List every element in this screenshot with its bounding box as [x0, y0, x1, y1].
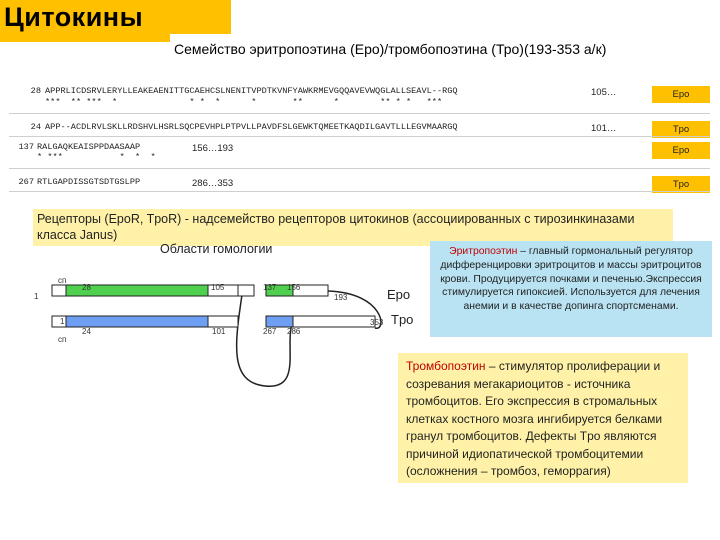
conservation-marks: * *** * * *	[37, 152, 156, 162]
sequence-start-number: 137	[18, 142, 34, 152]
label-tpo: Tpo	[391, 312, 414, 327]
row-divider	[9, 168, 710, 169]
tpo-homology-domain-2	[266, 316, 293, 327]
label-sp-bottom: сп	[58, 335, 67, 344]
label-epo: Epo	[387, 287, 411, 302]
tpo-homology-domain-1	[66, 316, 208, 327]
receptor-note-text: Рецепторы (EpoR, TpoR) - надсемейство рецепторов цитокинов (ассоциированных с тирозинкиназами класса Janus)	[37, 212, 635, 242]
sequence-start-number: 267	[18, 177, 34, 187]
tpo-tail	[293, 316, 375, 327]
page-subtitle: Семейство эритропоэтина (Ерo)/тромбопоэтина (Тро)(193-353 а/к)	[174, 41, 607, 57]
epo-info-box	[430, 241, 712, 337]
tpo-description: – стимулятор пролиферации и созревания мегакариоцитов - источника тромбоцитов. Его экспрессия в стромальных клетках костного мозга ингибируется белками гранул тромбоцитов. Дефекты Tpo являются причиной идиопатической тромбоцитемии (осложнения – тромбоз, геморрагия)	[406, 359, 663, 478]
sequence-tag: Tpo	[652, 121, 710, 138]
label-28: 28	[82, 283, 91, 292]
sequence-range: 286…353	[192, 178, 234, 189]
sequence-line: APPRLICDSRVLERYLLEAKEAENITTGCAEHCSLNENITVPDTKVNFYAWKRMEVGQQAVEVWQGLALLSEAVL--RGQ	[45, 86, 458, 96]
label-one-top: 1	[34, 292, 39, 301]
homology-title: Области гомологии	[160, 242, 273, 256]
label-156: 156	[287, 283, 301, 292]
sequence-start-number: 28	[30, 86, 41, 96]
epo-description: – главный гормональный регулятор дифференцировки эритроцитов и массы эритроцитов крови. Продуцируется почками и печенью.Экспрессия стимулируется гипоксией. Используется для лечения анемии и в качестве допинга спортсменами.	[440, 246, 702, 313]
sequence-line: RALGAQKEAISPPDAASAAP	[37, 142, 141, 152]
epo-term: Эритропоэтин	[449, 246, 518, 257]
conservation-marks: *** ** *** * * * * * ** * ** * * ***	[45, 97, 443, 107]
sequence-tag: Tpo	[652, 176, 710, 193]
label-sp-top: сп	[58, 276, 67, 285]
label-137: 137	[263, 283, 277, 292]
sequence-start-number: 24	[30, 122, 41, 132]
row-divider	[9, 136, 710, 137]
homology-diagram	[30, 262, 430, 408]
label-267: 267	[263, 327, 277, 336]
sequence-line: RTLGAPDISSGTSDTGSLPP	[37, 177, 141, 187]
label-105: 105	[211, 283, 225, 292]
row-divider	[9, 113, 710, 114]
sequence-line: APP--ACDLRVLSKLLRDSHVLHSRLSQCPEVHPLPTPVLLPAVDFSLGEWKTQMEETKAQDILGAVTLLLEGVMAARGQ	[45, 122, 458, 132]
subtitle-banner	[170, 34, 715, 68]
sequence-range: 105…	[591, 87, 617, 98]
tpo-info-box	[398, 353, 688, 483]
label-one-bottom: 1	[60, 317, 65, 326]
tpo-info-text	[406, 358, 682, 481]
label-353: 353	[370, 318, 384, 327]
tpo-term: Тромбопоэтин	[406, 359, 486, 373]
epo-loop-start	[238, 285, 254, 296]
label-24: 24	[82, 327, 91, 336]
label-101: 101	[212, 327, 226, 336]
label-286: 286	[287, 327, 301, 336]
row-divider	[9, 191, 710, 192]
sequence-tag: Epo	[652, 86, 710, 103]
page-title: Цитокины	[4, 2, 144, 32]
sequence-tag: Epo	[652, 142, 710, 159]
label-193: 193	[334, 293, 348, 302]
sequence-range: 101…	[591, 123, 617, 134]
tpo-linker	[208, 316, 238, 327]
sequence-range: 156…193	[192, 143, 234, 154]
epo-info-text	[433, 245, 709, 314]
epo-signal-peptide	[52, 285, 66, 296]
connector-loop	[237, 288, 292, 386]
